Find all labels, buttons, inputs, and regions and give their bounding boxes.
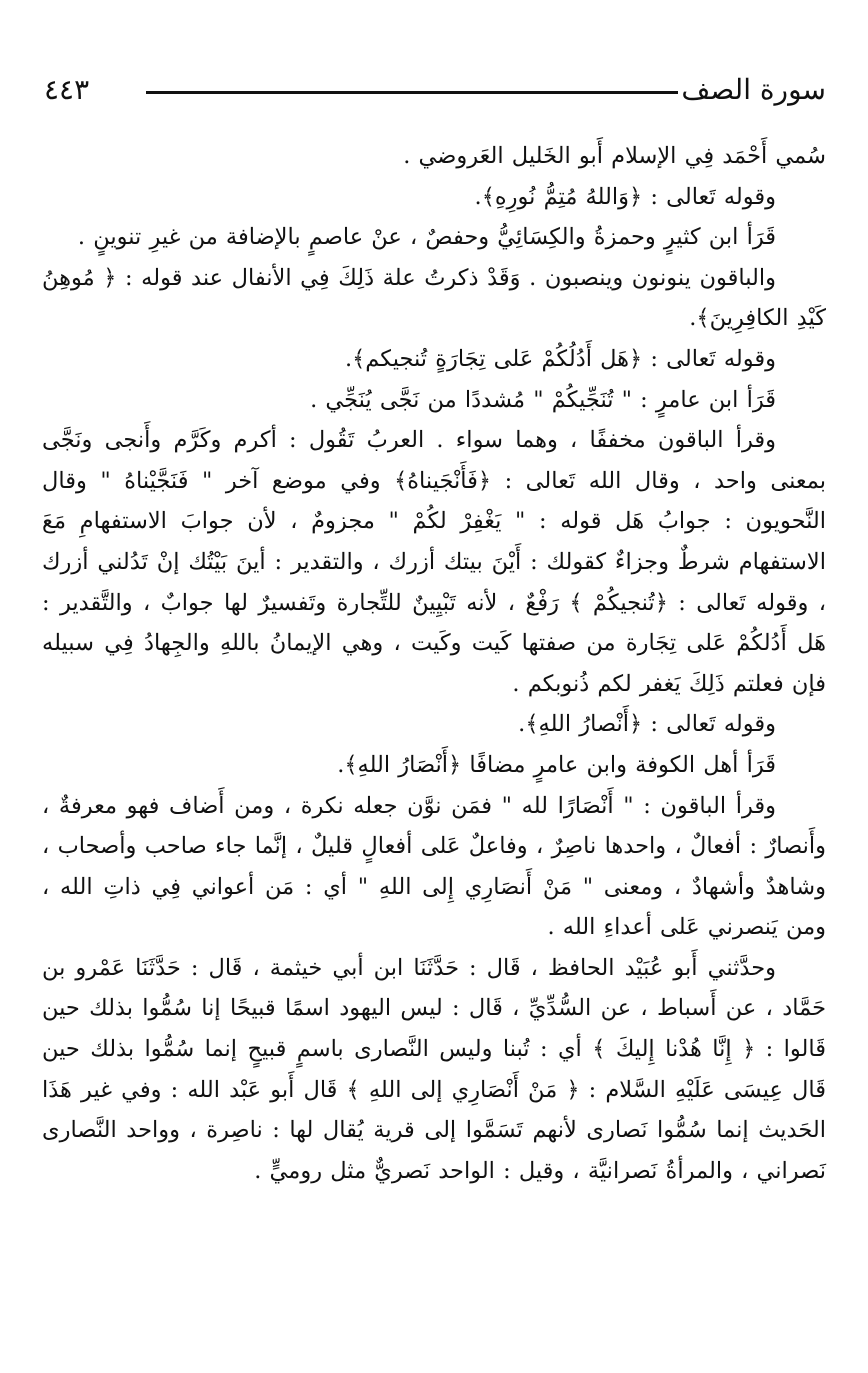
paragraph: وقوله تَعالى : ﴿وَاللهُ مُتِمُّ نُورِهِ﴾. bbox=[474, 183, 776, 210]
paragraph: والباقون ينونون وينصبون . وَقَدْ ذكرتُ علة ذَلِكَ فِي الأنفال عند قوله : ﴿ مُوهِنُ كَيْدِ الكافِرِينَ﴾. bbox=[42, 264, 826, 332]
page-body bbox=[42, 136, 826, 1191]
paragraph: وقرأ الباقون : " أَنْصَارًا لله " فمَن نوَّن جعله نكرة ، ومن أَضاف فهو معرفةٌ ، وأَنصارٌ : أفعالٌ ، واحدها ناصِرٌ ، وفاعلٌ عَلى أفعالٍ قليلٌ ، إنَّما جاء صاحب وأصحاب ، وشاهدٌ وأشهادٌ ، ومعنى " مَنْ أَنصَارِي إِلى اللهِ " أي : مَن أعواني فِي ذاتِ الله ، ومن يَنصرني عَلى أعداءِ الله . bbox=[42, 792, 826, 941]
paragraph: وقرأ الباقون مخففًا ، وهما سواء . العربُ تَقُول : أكرم وكَرَّم وأَنجى ونَجَّى بمعنى واحد ، وقال الله تَعالى : ﴿فَأَنْجَيناهُ﴾ وفي موضع آخر " فَنَجَّيْناهُ " وقال النَّحويون : جوابُ هَل قوله : " يَغْفِرْ لكُمْ " مجزومٌ ، لأن جوابَ الاستفهامِ مَعَ الاستفهام شرطٌ وجزاءٌ كقولك : أَيْنَ بيتك أزرك ، والتقدير : أينَ بَيْتُك إنْ تَدُلني أزرك ، وقوله تَعالى : ﴿تُنجيكُمْ ﴾ رَفْعٌ ، لأنه تَبْيِينٌ للتِّجارة وتَفسيرٌ لها جوابٌ ، والتَّقدير : هَل أَدُلكُمْ عَلى تِجَارة من صفتها كَيت وكَيت ، وهي الإيمانُ باللهِ والجِهادُ فِي سبيله فإن فعلتم ذَلِكَ يَغفر لكم ذُنوبكم . bbox=[42, 427, 826, 697]
paragraph: وقوله تَعالى : ﴿أَنْصارُ اللهِ﴾. bbox=[518, 711, 776, 738]
paragraph: سُمي أَحْمَد فِي الإسلام أَبو الخَليل العَروضي . bbox=[403, 143, 826, 169]
surah-title: سورة الصف bbox=[681, 73, 826, 106]
page-number: ٤٤٣ bbox=[44, 73, 90, 106]
paragraph: قَرَأ ابن كثيرٍ وحمزةُ والكِسَائِيُّ وحفصٌ ، عنْ عاصمٍ بالإضافة من غيرِ تنوينٍ . bbox=[77, 224, 776, 251]
paragraph: قَرَأ أهل الكوفة وابن عامرٍ مضافًا ﴿أَنْصَارُ اللهِ﴾. bbox=[337, 751, 776, 778]
paragraph: قَرَأ ابن عامرٍ : " تُنَجِّيكُمْ " مُشددًا من نَجَّى يُنَجِّي . bbox=[310, 386, 776, 413]
page-header bbox=[40, 66, 828, 116]
paragraph: وحدَّثني أَبو عُبَيْد الحافظ ، قَال : حَدَّثَنَا ابن أبي خيثمة ، قَال : حَدَّثَنَا عَمْرو بن حَمَّاد ، عن أَسباط ، عن السُّدِّيِّ ، قَال : ليس اليهود اسمًا قبيحًا إنا سُمُّوا بذلك حين قَالوا : ﴿ إِنَّا هُدْنا إِليكَ ﴾ أي : تُبنا وليس النَّصارى باسمٍ قبيحٍ إنما سُمُّوا بذلك حين قَال عِيسَى عَلَيْهِ السَّلام : ﴿ مَنْ أَنْصَارِي إلى اللهِ ﴾ قَال أَبو عَبْد الله : وفي غير هَذَا الحَديث إنما سُمُّوا نَصارى لأنهم تَسَمَّوا إلى قرية يُقال لها : ناصِرة ، وواحد النَّصارى نَصراني ، والمرأةُ نَصرانيَّة ، وقيل : الواحد نَصريٌّ مثل روميٍّ . bbox=[42, 954, 826, 1184]
header-rule bbox=[146, 91, 678, 94]
paragraph: وقوله تَعالى : ﴿هَل أَدُلُكُمْ عَلى تِجَارَةٍ تُنجيكم﴾. bbox=[344, 345, 776, 372]
